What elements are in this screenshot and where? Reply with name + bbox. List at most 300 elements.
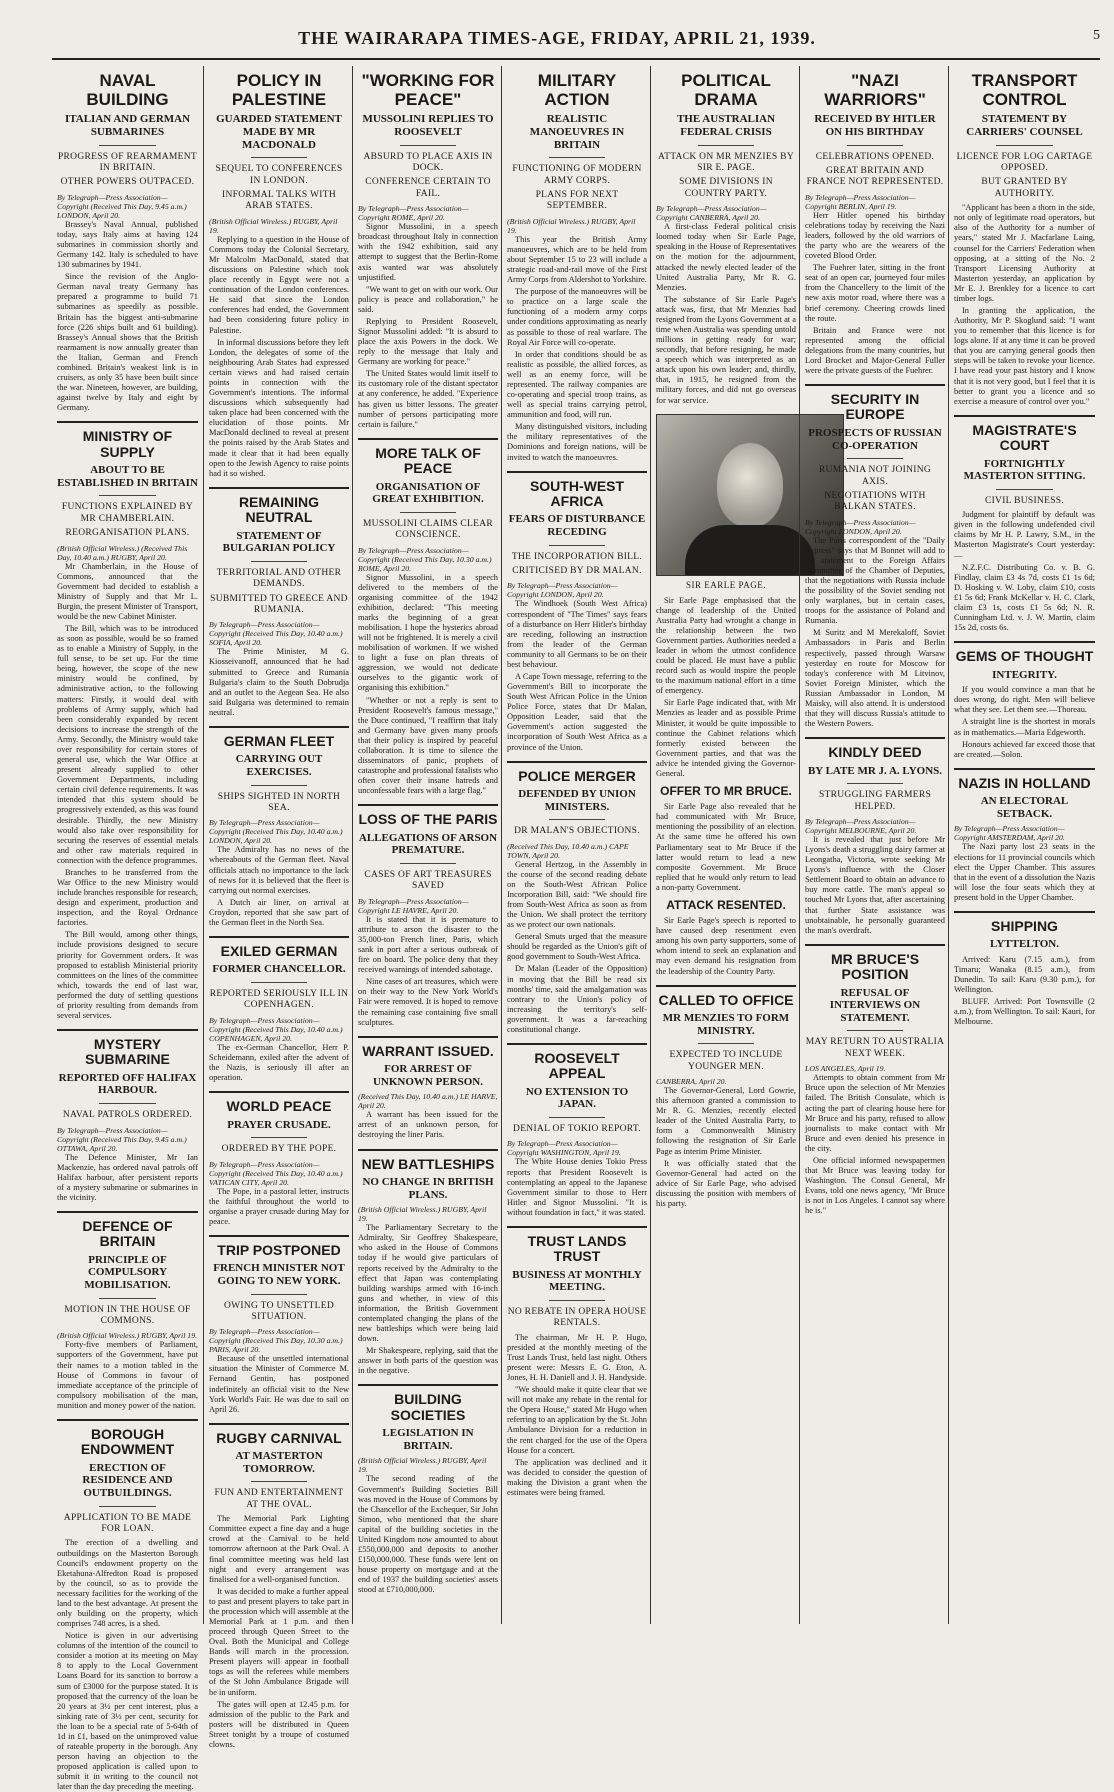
article-divider <box>507 1226 647 1228</box>
article-paragraph: The Nazi party lost 23 seats in the elections for 11 provincial councils which elect the Upper Chamber. This assures that in the event of a dissolution the Nazis will lose the four seats which they at present hold in the Upper Chamber. <box>954 842 1095 902</box>
article-paragraph: Arrived: Karu (7.15 a.m.), from Timaru; Wanaka (8.15 a.m.), from Dunedin. To sail: Karu (9.30 p.m.), for Wellington. <box>954 954 1095 995</box>
heading-rule <box>400 512 456 513</box>
article-paragraph: It was decided to make a further appeal to past and present players to take part in the procession which will assemble at the Memorial Park at 1 p.m. and then proceed through Queen Street to the Oval. Both the Municipal and College Bands will march in the procession. Present players will appear in football togs as will the referees while members of the St John Ambulance Brigade will be in uniform. <box>209 1586 349 1697</box>
article-deck: FUN AND ENTERTAINMENT AT THE OVAL. <box>214 1488 344 1510</box>
heading-rule <box>698 1043 754 1044</box>
article-headline: OFFER TO MR BRUCE. <box>660 784 792 799</box>
article-deck: NEGOTIATIONS WITH BALKAN STATES. <box>824 490 926 513</box>
article-divider <box>358 1384 498 1386</box>
article-paragraph: The Prime Minister, M G. Kiosseivanoff, announced that he had submitted to Greece and Rumania Bulgaria's claim to the South Dobrudja and an outlet to the Aegean Sea. He also said Bulgaria was determined to remain neutral. <box>209 647 349 717</box>
article-divider <box>209 1235 349 1237</box>
article-paragraph: Signor Mussolini, in a speech broadcast throughout Italy in connection with the 1942 exhibition, said any attempt to suggest that the Berlin-Rome axis wanted war was absolutely unjustified. <box>358 222 498 282</box>
article-subheading: REPORTED OFF HALIFAX HARBOUR. <box>58 1071 197 1097</box>
article-body <box>57 1153 198 1203</box>
article-deck: SHIPS SIGHTED IN NORTH SEA. <box>217 791 341 813</box>
article-subheading: ABOUT TO BE ESTABLISHED IN BRITAIN <box>57 464 198 489</box>
article-deck: INFORMAL TALKS WITH ARAB STATES. <box>221 190 336 212</box>
article-subheading: ITALIAN AND GERMAN SUBMARINES <box>64 113 191 139</box>
column-4 <box>501 66 652 1624</box>
article-body <box>209 647 349 718</box>
portrait-coat <box>685 525 815 575</box>
article-subheading: FEARS OF DISTURBANCE RECEDING <box>508 513 646 538</box>
article-deck: CELEBRATIONS OPENED. <box>815 151 935 162</box>
article-paragraph: Mr Shakespeare, replying, said that the answer in both parts of the question was in the negative. <box>358 1346 498 1376</box>
heading-rule <box>400 145 456 146</box>
article-divider <box>954 415 1095 417</box>
article-paragraph: The United States would limit itself to its customary role of the distant spectator at any conference, he added. "Experience has given us bitter lessons. The greater number of persons participating more certain is failure." <box>358 369 498 429</box>
article-deck: EXPECTED TO INCLUDE YOUNGER MEN. <box>669 1050 783 1072</box>
article-divider <box>358 1036 498 1038</box>
heading-rule <box>996 145 1052 146</box>
article-subheading: REFUSAL OF INTERVIEWS ON STATEMENT. <box>829 986 921 1024</box>
article-headline: TRANSPORT CONTROL <box>971 71 1078 109</box>
article-headline: GERMAN FLEET <box>223 732 335 749</box>
article-dateline: By Telegraph—Press Association—Copyright (Received This Day, 10.40 a.m.) COPENHAGEN, April 20. <box>209 1015 343 1043</box>
article-body <box>954 685 1095 760</box>
article-deck: CASES OF ART TREASURES SAVED <box>364 870 492 892</box>
article-paragraph: The ex-German Chancellor, Herr P. Scheidemann, exiled after the advent of the Nazis, is seriously ill after an operation. <box>209 1042 349 1083</box>
article-paragraph: "We should make it quite clear that we will not make any rebate in the rental for the Opera House," stated Mr Hugo when referring to an application by the St. John Ambulance Division for a reduction in the rent charged for the use of the Opera House for a concert. <box>507 1385 647 1455</box>
article-deck: SEQUEL TO CONFERENCES IN LONDON. <box>215 164 343 186</box>
article-paragraph: "We want to get on with our work. Our policy is peace and collaboration," he said. <box>358 284 498 314</box>
article-divider <box>954 641 1095 643</box>
article-paragraph: The Parliamentary Secretary to the Admiralty, Sir Geoffrey Shakespeare, who asked in the House of Commons today if he would give particulars of reports received by the Admiralty to the effect that Japan was contemplating building warships armed with 16-inch guns and whether, in view of this information, the British Government contemplated changing the plans of the new battleships which were being laid down. <box>358 1223 498 1344</box>
article-deck: NAVAL PATROLS ORDERED. <box>62 1110 193 1121</box>
article-paragraph: M Suritz and M Merekaloff, Soviet Ambassadors in Paris and Berlin respectively, passed through Warsaw yesterday en route for Moscow for today's conference with M Litvinov, Soviet Foreign Minister, which the Russian Ambassador in London, M Maisky, will also attend. It is understood that they will discuss Russia's attitude to the Western Powers. <box>805 628 945 729</box>
article-divider <box>358 804 498 806</box>
article-divider <box>209 936 349 938</box>
article-dateline: By Telegraph—Press Association—Copyright LE HAVRE, April 20. <box>358 896 469 915</box>
heading-rule <box>99 1103 155 1104</box>
article-divider <box>57 1419 198 1421</box>
article-deck: REPORTED SERIOUSLY ILL IN COPENHAGEN. <box>209 989 349 1011</box>
heading-rule <box>847 145 903 146</box>
article-deck: PROGRESS OF REARMAMENT IN BRITAIN. <box>57 151 198 174</box>
article-subheading: MUSSOLINI REPLIES TO ROOSEVELT <box>362 113 494 139</box>
article-paragraph: It is revealed that just before Mr Lyons's death a struggling dairy farmer at Leongatha, Victoria, wrote seeking Mr Lyons's influence with the Closer Settlement Board to obtain an advance to buy more cattle. The man's appeal so touched Mr Lyons that, after ascertaining that further State assistance was unobtainable, he personally guaranteed the man's overdraft. <box>805 835 945 935</box>
article-subheading: ALLEGATIONS OF ARSON PREMATURE. <box>358 831 498 857</box>
article-headline: TRIP POSTPONED <box>217 1241 341 1258</box>
article-dateline: By Telegraph—Press Association—Copyright BERLIN, April 19. <box>805 192 916 211</box>
article-body <box>57 1538 198 1792</box>
article-subheading: FOR ARREST OF UNKNOWN PERSON. <box>372 1063 483 1088</box>
article-body <box>209 235 349 479</box>
article-body <box>656 802 796 893</box>
article-paragraph: Britain and France were not represented among the official delegations from the many countries, but Lord Brocket and Major-General Fuller were the private guests of the Fuehrer. <box>805 325 945 375</box>
heading-rule <box>847 458 903 459</box>
article-body <box>57 562 198 1022</box>
article-paragraph: Sir Earle Page emphasised that the change of leadership of the United Australia Party had wrought a change in the relationship between the two Government parties. Authorities needed a leader in whom the utmost confidence could be placed. He must have a public record such as would inspire the people to the maximum national effort in a time of emergency. <box>656 595 796 696</box>
article-dateline: CANBERRA, April 20. <box>656 1077 727 1087</box>
article-paragraph: Many distinguished visitors, including the military representatives of the Dominions and foreign nations, will be invited to watch the manoeuvres. <box>507 422 647 462</box>
article-dateline: By Telegraph—Press Association—Copyright (Received This Day, 9.45 a.m.) OTTAWA, April 20. <box>57 1125 187 1153</box>
article-subheading: REALISTIC MANOEUVRES IN BRITAIN <box>529 113 625 151</box>
heading-rule <box>549 157 605 158</box>
article-subheading: THE AUSTRALIAN FEDERAL CRISIS <box>676 113 776 139</box>
heading-rule <box>251 157 307 158</box>
heading-rule <box>251 1294 307 1295</box>
article-body <box>805 835 945 936</box>
article-paragraph: Honours achieved far exceed those that are created.—Solon. <box>954 739 1095 759</box>
heading-rule <box>251 561 307 562</box>
article-deck: OWING TO UNSETTLED SITUATION. <box>223 1300 335 1322</box>
article-subheading: PRINCIPLE OF COMPULSORY MOBILISATION. <box>84 1253 171 1291</box>
article-divider <box>805 944 945 946</box>
article-paragraph: General Hertzog, in the Assembly in the course of the second reading debate on the South-West African Police Incorporation Bill, said: "We should fire from South-West Africa as soon as from the Union. We shall protect the territory as we protect our own nationals. <box>507 859 647 930</box>
article-body <box>358 1474 498 1595</box>
heading-rule <box>251 1137 307 1138</box>
article-paragraph: Branches to be transferred from the War Office to the new Ministry would include branches responsible for research, design and experiment, production and inspection, and the Royal Ordnance factories. <box>57 867 198 928</box>
heading-rule <box>698 145 754 146</box>
article-paragraph: "Applicant has been a thorn in the side, not only of legitimate road operators, but also of the Authority for a number of years," stated Mr J. Macfarlane Laing, counsel for the Carriers' Federation when opposing, at a sitting of the No. 2 Transport Licensing Authority at Masterton yesterday, an application by Mr E. J. Brenkley for a licence to cart timber logs. <box>954 203 1095 303</box>
article-paragraph: It is stated that it is premature to attribute to arson the disaster to the 35,000-ton French liner, Paris, which sank in port after a serious outbreak of fire on board. The police deny that they received warnings of intended sabotage. <box>358 914 498 975</box>
article-paragraph: One official informed newspapermen that Mr Bruce was leaving today for Washington. The Consul General, Mr Evans, told one news agency, "Mr Bruce is not in Los Angeles. I cannot say where he is." <box>805 1155 945 1216</box>
article-headline: RUGBY CARNIVAL <box>216 1429 342 1446</box>
article-body <box>358 1223 498 1376</box>
heading-rule <box>99 145 155 146</box>
article-headline: POLICE MERGER <box>518 767 636 784</box>
article-paragraph: The Fuehrer later, sitting in the front seat of an open car, journeyed four miles from the Chancellery to the limit of the new axis motor road, where there was a brief ceremony. Cheering crowds lined the route. <box>805 263 945 323</box>
article-dateline: (British Official Wireless.) RUGBY, April 19. <box>57 1331 198 1341</box>
article-headline: ROOSEVELT APPEAL <box>534 1049 620 1082</box>
article-headline: MORE TALK OF PEACE <box>375 444 481 477</box>
article-deck: TERRITORIAL AND OTHER DEMANDS. <box>216 567 342 590</box>
article-headline: NAVAL BUILDING <box>86 71 169 109</box>
article-divider <box>507 1043 647 1045</box>
article-headline: EXILED GERMAN <box>220 942 338 959</box>
article-deck: DENIAL OF TOKIO REPORT. <box>513 1124 641 1135</box>
article-deck: LICENCE FOR LOG CARTAGE OPPOSED. <box>956 151 1093 174</box>
article-divider <box>57 421 198 423</box>
column-5 <box>650 66 801 1624</box>
article-dateline: By Telegraph—Press Association—Copyright ROME, April 20. <box>358 204 469 223</box>
article-headline: "NAZI WARRIORS" <box>824 71 926 109</box>
article-paragraph: A straight line is the shortest in morals as in mathematics.—Maria Edgeworth. <box>954 717 1095 737</box>
article-body <box>209 1187 349 1227</box>
article-paragraph: The Windhoek (South West Africa) correspondent of "The Times" says fears of a disturbance on Herr Hitler's birthday are receding, following an instruction from the leader of the German community to all Germans to be on their best behaviour. <box>507 599 647 669</box>
article-deck: SOME DIVISIONS IN COUNTRY PARTY. <box>679 177 773 199</box>
article-headline: MILITARY ACTION <box>537 71 617 109</box>
article-deck: FUNCTIONS EXPLAINED BY MR CHAMBERLAIN. <box>61 502 194 524</box>
article-subheading: ORGANISATION OF GREAT EXHIBITION. <box>372 480 484 506</box>
article-headline: CALLED TO OFFICE <box>658 991 794 1008</box>
article-deck: SUBMITTED TO GREECE AND RUMANIA. <box>210 593 348 615</box>
heading-rule <box>549 1117 605 1118</box>
article-headline: NEW BATTLESHIPS <box>361 1155 495 1172</box>
article-body <box>57 1340 198 1411</box>
article-body <box>507 860 647 1035</box>
article-dateline: (British Official Wireless.) (Received This Day, 10.40 a.m.) RUGBY, April 20. <box>57 543 188 562</box>
article-deck: CONFERENCE CERTAIN TO FAIL. <box>365 177 491 199</box>
article-headline: SOUTH-WEST AFRICA <box>529 477 625 509</box>
article-paragraph: Attempts to obtain comment from Mr Bruce upon the selection of Mr Menzies failed. The British Consulate, which is acting the part of clearing house here for Mr Bruce and his party, refused to allow journalists to make contact with Mr Bruce and even denied his presence in the city. <box>805 1073 945 1153</box>
article-subheading: LEGISLATION IN BRITAIN. <box>382 1427 474 1452</box>
article-headline: TRUST LANDS TRUST <box>527 1232 627 1265</box>
page-number: 5 <box>1093 28 1100 43</box>
article-deck: DR MALAN'S OBJECTIONS. <box>514 826 640 837</box>
article-body <box>507 235 647 463</box>
article-headline: "WORKING FOR PEACE" <box>361 71 495 109</box>
column-2 <box>203 66 354 1749</box>
article-headline: POLICY IN PALESTINE <box>231 71 327 109</box>
article-subheading: ERECTION OF RESIDENCE AND OUTBUILDINGS. <box>82 1461 173 1499</box>
article-paragraph: Replying to President Roosevelt, Signor Mussolini added: "It is absurd to place the axis Powers in the dock. We reply to the message that Italy and Germany are working for peace." <box>358 316 498 367</box>
article-paragraph: The Memorial Park Lighting Committee expect a fine day and a huge crowd at the Carnival to be held tomorrow afternoon at the Park Oval. A final committee meeting was held last night and every arrangement was finalised for a well-organised function. <box>209 1514 349 1584</box>
article-deck: OTHER POWERS OUTPACED. <box>60 177 195 188</box>
article-deck: CIVIL BUSINESS. <box>984 495 1065 506</box>
article-dateline: By Telegraph—Press Association—Copyright WASHINGTON, April 19. <box>507 1139 621 1158</box>
article-paragraph: General Smuts urged that the measure should be regarded as the Union's gift of good government to South-West Africa. <box>507 932 647 962</box>
article-paragraph: Mr Chamberlain, in the House of Commons, announced that the Government had decided to establish a Ministry of Supply and that Mr L. Burgin, the present Minister of Transport, would be the new Cabinet Minister. <box>57 561 198 621</box>
article-subheading: MR MENZIES TO FORM MINISTRY. <box>662 1011 790 1037</box>
article-body <box>358 222 498 430</box>
article-paragraph: It was officially stated that the Governor-General had acted on the advice of Sir Earle Page, who advised discussing the position with members of his party. <box>656 1158 796 1208</box>
article-dateline: By Telegraph—Press Association—Copyright LONDON, April 20. <box>507 581 618 600</box>
article-body <box>805 1073 945 1216</box>
article-paragraph: The Paris correspondent of the "Daily Express" says that M Bonnet will add to his statement to the Foreign Affairs Committee of the Chamber of Deputies, that the negotiations with Russia include the possibility of the Soviet sending not only warplanes, but in certain cases, troops for the assistance of Poland and Rumania. <box>805 535 945 626</box>
column-3 <box>352 66 503 1624</box>
article-paragraph: A warrant has been issued for the arrest of an unknown person, for destroying the liner Paris. <box>358 1110 498 1140</box>
article-headline: DEFENCE OF BRITAIN <box>82 1217 173 1250</box>
article-dateline: By Telegraph—Press Association—Copyright MELBOURNE, April 20. <box>805 817 917 835</box>
heading-rule <box>996 489 1052 490</box>
article-headline: WARRANT ISSUED. <box>362 1042 494 1059</box>
article-body <box>656 1086 796 1209</box>
article-dateline: (Received This Day, 10.40 a.m.) CAPE TOWN, April 20. <box>507 841 629 860</box>
article-paragraph: Judgment for plaintiff by default was given in the following undefended civil claims by Mr H. P. Lawry, S.M., in the Masterton Magistrate's Court yesterday:— <box>954 510 1095 560</box>
article-body <box>507 1157 647 1217</box>
heading-rule <box>251 1481 307 1482</box>
article-headline: POLITICAL DRAMA <box>681 71 771 109</box>
article-paragraph: In order that conditions should be as realistic as possible, the allied forces, as well as an enemy force, will be represented. The railway companies are co-operating and special troop trains, as well as special trains carrying petrol, ammunition and food, will run. <box>507 349 647 420</box>
article-paragraph: BLUFF. Arrived: Port Townsville (2 a.m.), from Wellington. To sail: Kauri, for Melbourne. <box>954 997 1095 1027</box>
article-paragraph: The purpose of the manoeuvres will be to practice on a large scale the functioning of a modern army corps under conditions approximating as nearly as possible to those of real warfare. The Royal Air Force will co-operate. <box>507 287 647 347</box>
article-body <box>358 1110 498 1140</box>
article-divider <box>57 1211 198 1213</box>
heading-rule <box>99 495 155 496</box>
article-paragraph: In informal discussions before they left London, the delegates of some of the neighbouring Arab States had expressed certain views and had raised certain points in connection with the Government's intentions. The informal discussions which subsequently had taken place had been concerned with the elucidation of those points. Mr MacDonald declined to reveal at present the points raised by the Arab States and made it clear that it had been equally open to the Jewish Agency to raise points had it so wished. <box>209 337 349 478</box>
article-deck: STRUGGLING FARMERS HELPED. <box>818 790 932 812</box>
article-paragraph: Sir Earle Page indicated that, with Mr Menzies as leader and as possible Prime Minister, it would be quite impossible to continue the Cabinet relations which formerly existed between the Government parties, and that was the advice he intended giving the Governor-General. <box>656 698 796 778</box>
article-paragraph: Herr Hitler opened his birthday celebrations today by receiving the Nazi leaders, followed by the old warriors of the party who are the wearers of the coveted Blood Order. <box>805 210 945 261</box>
article-paragraph: The Pope, in a pastoral letter, instructs the faithful throughout the world to organise a prayer crusade during May for peace. <box>209 1186 349 1226</box>
article-paragraph: The Defence Minister, Mr Ian Mackenzie, has ordered naval patrols off Halifax harbour, after persistent reports of a mystery submarine or submarines in the vicinity. <box>57 1152 198 1202</box>
article-subheading: FORMER CHANCELLOR. <box>212 963 346 976</box>
article-divider <box>954 768 1095 770</box>
article-headline: MINISTRY OF SUPPLY <box>82 428 173 460</box>
article-paragraph: Dr Malan (Leader of the Opposition) in moving that the Bill be read six months' time, said the amalgamation was contrary to the Union's policy of increasing the territory's self-government. It was a far-reaching constitutional change. <box>507 964 647 1034</box>
article-paragraph: The substance of Sir Earle Page's attack was, first, that Mr Menzies had resigned from the Lyons Government at a time when Australia was spending untold millions in getting ready for war; secondly, that before resigning, he made a speech which was interpreted as an attack upon his own leader; and, thirdly, that, in 1915, he resigned from the military forces, and did not go overseas for war service. <box>656 294 796 405</box>
article-paragraph: The erection of a dwelling and outbuildings on the Masterton Borough Council's endowment property on the Eketahuna-Alfredton Road is proposed by the council, so as to provide the necessary facilities for the working of the land to the best advantage. At present the only building on the property, which comprises 748 acres, is a shed. <box>57 1538 198 1629</box>
article-subheading: STATEMENT BY CARRIERS' COUNSEL <box>966 113 1083 139</box>
article-deck: REORGANISATION PLANS. <box>65 528 190 539</box>
article-subheading: BY LATE MR J. A. LYONS. <box>807 764 943 777</box>
article-paragraph: In granting the application, the Authority, Mr P. Skoglund said: "I want you to remember that this licence is for logs alone. If at any time it can be proved that you are carrying general goods then steps will be taken to revoke your licence. I have read your past history and I know that it is not very good, but I feel that it is better to grant you a licence and so exercise a measure of control over you." <box>954 306 1095 406</box>
article-paragraph: The White House denies Tokio Press reports that President Roosevelt is contemplating an appeal to the Japanese Government similar to those to Herr Hitler and Signor Mussolini. "It is without foundation in fact," it was stated. <box>507 1157 647 1217</box>
article-body <box>358 915 498 1028</box>
article-headline: NAZIS IN HOLLAND <box>958 774 1091 791</box>
heading-rule <box>251 785 307 786</box>
article-dateline: (British Official Wireless.) RUGBY, April 19. <box>358 1456 487 1475</box>
article-deck: CRITICISED BY DR MALAN. <box>512 566 642 577</box>
article-paragraph: Nine cases of art treasures, which were on their way to the New York World's Fair were removed. It is hoped to remove the remaining case containing five small sculptures. <box>358 977 498 1027</box>
article-dateline: (Received This Day, 10.40 a.m.) LE HARVE, April 20. <box>358 1092 498 1111</box>
article-subheading: INTEGRITY. <box>992 668 1057 681</box>
article-divider <box>507 471 647 473</box>
article-headline: REMAINING NEUTRAL <box>238 493 320 526</box>
article-dateline: By Telegraph—Press Association—Copyright CANBERRA, April 20. <box>656 204 767 223</box>
heading-rule <box>549 1300 605 1301</box>
article-divider <box>507 761 647 763</box>
article-body <box>656 222 796 405</box>
article-paragraph: A Dutch air liner, on arrival at Croydon, reported that she saw part of the German fleet in the North Sea. <box>209 897 349 927</box>
article-dateline: By Telegraph—Press Association—Copyright (Received This Day, 10.40 a.m.) SOFIA, April 20. <box>209 620 343 648</box>
article-dateline: By Telegraph—Press Association—Copyright (Received This Day, 10.30 a.m.) ROME, April 20. <box>358 545 492 573</box>
article-paragraph: Sir Earle Page's speech is reported to have caused deep resentment even among his own party supporters, some of whom intend to seek an explanation and may even demand his resignation from the leadership of the Country Party. <box>656 916 796 976</box>
article-divider <box>57 1029 198 1031</box>
article-deck: MAY RETURN TO AUSTRALIA NEXT WEEK. <box>805 1037 945 1059</box>
article-body <box>507 1333 647 1498</box>
article-divider <box>358 1149 498 1151</box>
article-dateline: (British Official Wireless.) RUGBY, April 19. <box>507 216 636 235</box>
article-deck: MOTION IN THE HOUSE OF COMMONS. <box>64 1304 191 1326</box>
article-divider <box>209 1091 349 1093</box>
article-body <box>209 845 349 928</box>
article-subheading: DEFENDED BY UNION MINISTERS. <box>518 787 636 813</box>
article-subheading: AN ELECTORAL SETBACK. <box>980 795 1069 820</box>
heading-rule <box>847 1030 903 1031</box>
article-deck: APPLICATION TO BE MADE FOR LOAN. <box>63 1512 192 1535</box>
article-subheading: RECEIVED BY HITLER ON HIS BIRTHDAY <box>814 113 936 139</box>
heading-rule <box>99 1298 155 1299</box>
article-subheading: FORTNIGHTLY MASTERTON SITTING. <box>963 457 1086 483</box>
article-paragraph: N.Z.F.C. Distributing Co. v. B. G. Findlay, claim £3 4s 7d, costs £1 1s 6d; D. Hosking v. W. Loby, claim £10, costs £1 5s 6d; Frank McKellar v. H. C. Clark, claim £3 1s, costs £1 5s 6d; N. R. Cunningham Ltd. v. J. W. Martin, claim 15s 2d, costs 6s. <box>954 562 1095 633</box>
heading-rule <box>847 783 903 784</box>
article-headline: MYSTERY SUBMARINE <box>85 1036 170 1068</box>
article-paragraph: The Bill, which was to be introduced as soon as possible, would be so framed as to enable a Ministry of Supply, in the full sense, to be set up. For the time being, however, the scope of the new ministry would be confined, by administrative action, to the following matters: Firstly, it would deal with problems of Army supply, which had been considerably expanded by recent decisions to increase the strength of the Army. Secondly, the Ministry would take over responsibility for certain stores of general use, which the War Office at present already supplied to other Government Departments, including certain civil defence requirements. It was intended that this system should be progressively extended, as this was found desirable. Thirdly, the new Ministry would also take over responsibility for securing the reserves of essential metals and other raw materials required in connection with the defence programmes. <box>57 624 198 865</box>
article-dateline: (British Official Wireless.) RUGBY, April 19. <box>358 1205 487 1224</box>
article-headline: WORLD PEACE <box>226 1098 332 1115</box>
heading-rule <box>400 863 456 864</box>
article-deck: MUSSOLINI CLAIMS CLEAR CONSCIENCE. <box>362 518 494 541</box>
heading-rule <box>99 1506 155 1507</box>
article-headline: BUILDING SOCIETIES <box>390 1391 466 1423</box>
article-paragraph: The chairman, Mr H. P. Hugo, presided at the monthly meeting of the Trust Lands Trust, held last night. Others present were: Messrs E. G. Eton, A. Jones, H. H. Daniell and J. H. Handyside. <box>507 1332 647 1383</box>
article-deck: PLANS FOR NEXT SEPTEMBER. <box>535 190 619 212</box>
article-headline: LOSS OF THE PARIS <box>358 811 498 828</box>
article-divider <box>954 911 1095 913</box>
article-headline: ATTACK RESENTED. <box>666 897 786 912</box>
article-paragraph: Brassey's Naval Annual, published today, says Italy aims at having 124 submarines in commission shortly and Germany 142. Italy is scheduled to have 130 submarines by 1941. <box>57 219 198 270</box>
article-body <box>209 1354 349 1414</box>
article-divider <box>805 384 945 386</box>
article-divider <box>209 487 349 489</box>
article-body <box>954 842 1095 902</box>
column-6 <box>799 66 950 1624</box>
article-subheading: AT MASTERTON TOMORROW. <box>235 1450 323 1475</box>
article-paragraph: Signor Mussolini, in a speech delivered to the members of the organising committee of the 1942 exhibition, declared: "This meeting marks the beginning of a great mobilisation. I hope the hysterics abroad will not be frightened. It is merely a civil mobilisation of workmen. If we wished to light a fuse on plan threats of aggression, we would not dedicate ourselves to the gigantic work of organising this exhibition." <box>358 572 498 693</box>
article-paragraph: The second reading of the Government's Building Societies Bill was moved in the House of Commons by the Chancellor of the Exchequer, Sir John Simon, who mentioned that the share capital of the building societies in the United Kingdom now amounted to about £550,000,000 and deposits to another £150,000,000. These funds were lent on house property on mortgage and at the end of 1937 the building societies' assets stood at £710,000,000. <box>358 1474 498 1595</box>
article-paragraph: Forty-five members of Parliament, supporters of the Government, have put their names to a motion tabled in the House of Commons in favour of immediate acceptance of the principle of compulsory mobilisation of the man, munition and money power of the nation. <box>57 1340 198 1410</box>
column-1 <box>52 66 203 1792</box>
article-paragraph: Notice is given in our advertising columns of the intention of the council to consider a motion at its meeting on May 8 to apply to the Local Government Loans Board for its sanction to borrow a sum of £3000 for the purpose stated. It is proposed that the currency of the loan be 20 years at 3½ per cent interest, plus a sinking rate of 3½ per cent, security for the loan to be a special rate of 5-64th of 1d in £1, based on the unimproved value of rateable property in the borough. Any person having an objection to the proposed application is called upon to submit it in writing to the council not later than the day preceding the meeting. <box>57 1631 198 1792</box>
article-deck: ORDERED BY THE POPE. <box>221 1144 337 1155</box>
article-paragraph: The gates will open at 12.45 p.m. for admission of the public to the Park and posters will be distributed in Queen Street tonight by a troupe of costumed clowns. <box>209 1699 349 1749</box>
article-deck: NO REBATE IN OPERA HOUSE RENTALS. <box>507 1306 647 1329</box>
article-paragraph: A Cape Town message, referring to the Government's Bill to incorporate the South West African Police in the Union Police Force, states that Dr Malan, Opposition Leader, said that the Government's action suggested the incorporation of South West Africa as a province of the Union. <box>507 671 647 752</box>
article-divider <box>656 985 796 987</box>
article-paragraph: If you would convince a man that he does wrong, do right. Men will believe what they see. Let them see.—Thoreau. <box>954 685 1095 715</box>
article-deck: RUMANIA NOT JOINING AXIS. <box>818 465 932 487</box>
article-deck: ABSURD TO PLACE AXIS IN DOCK. <box>363 151 493 174</box>
article-deck: THE INCORPORATION BILL. <box>511 551 643 562</box>
article-dateline: (British Official Wireless.) RUGBY, April 19. <box>209 216 338 235</box>
article-dateline: By Telegraph—Press Association—Copyright (Received This Day, 10.40 a.m.) LONDON, April 20. <box>209 818 343 846</box>
article-headline: KINDLY DEED <box>828 744 922 761</box>
article-body <box>656 596 796 779</box>
article-subheading: NO EXTENSION TO JAPAN. <box>525 1085 629 1111</box>
article-headline: GEMS OF THOUGHT <box>955 648 1094 665</box>
article-divider <box>209 726 349 728</box>
article-subheading: BUSINESS AT MONTHLY MEETING. <box>512 1268 642 1294</box>
article-body <box>656 916 796 976</box>
article-divider <box>805 737 945 739</box>
article-paragraph: Because of the unsettled international situation the Minister of Commerce M. Fernand Gentin, has postponed indefinitely an official visit to the New York World's Fair. He was due to sail on April 26. <box>209 1354 349 1414</box>
article-deck: FUNCTIONING OF MODERN ARMY CORPS. <box>512 164 642 186</box>
heading-rule <box>251 982 307 983</box>
article-subheading: GUARDED STATEMENT MADE BY MR MACDONALD <box>216 113 342 151</box>
article-body <box>805 211 945 376</box>
article-subheading: PRAYER CRUSADE. <box>227 1118 331 1131</box>
article-paragraph: Sir Earle Page also revealed that he had communicated with Mr Bruce, mentioning the possibility of an election. At the same time he offered his own Parliamentary seat to Mr Bruce if the latter would return to lead a new composite Government. Mr Bruce replied that he would only return to lead a non-party Government. <box>656 802 796 892</box>
article-subheading: PROSPECTS OF RUSSIAN CO-OPERATION <box>808 426 942 452</box>
article-paragraph: The Governor-General, Lord Gowrie, this afternoon granted a commission to Mr R. G. Menzies, recently elected leader of the United Australia Party, to form a Commonwealth Ministry following the resignation of Sir Earle Page as interim Prime Minister. <box>656 1086 796 1156</box>
article-dateline: LOS ANGELES, April 19. <box>805 1064 886 1074</box>
article-subheading: CARRYING OUT EXERCISES. <box>235 753 323 778</box>
article-body <box>209 1514 349 1750</box>
article-subheading: LYTTELTON. <box>990 938 1059 951</box>
article-body <box>358 573 498 797</box>
heading-rule <box>549 545 605 546</box>
article-body <box>209 1043 349 1083</box>
article-paragraph: A first-class Federal political crisis loomed today when Sir Earle Page, speaking in the House of Representatives on the motion for the adjournment, attacked the newly elected leader of the United Australia Party, Mr R. G. Menzies. <box>656 222 796 292</box>
article-subheading: FRENCH MINISTER NOT GOING TO NEW YORK. <box>213 1262 345 1287</box>
article-dateline: By Telegraph—Press Association—Copyright AMSTERDAM, April 20. <box>954 824 1065 843</box>
article-dateline: By Telegraph—Press Association—Copyright (Received This Day, 9.45 a.m.) LONDON, April 20. <box>57 192 187 220</box>
article-subheading: STATEMENT OF BULGARIAN POLICY <box>222 529 336 555</box>
article-paragraph: Replying to a question in the House of Commons today the Colonial Secretary, Mr Malcolm MacDonald, stated that discussions on Palestine which took place recently in Egypt were not a continuation of the London conferences. He said that since the London conferences had ended, the Government had been considering future policy in Palestine. <box>209 234 349 335</box>
article-paragraph: "Whether or not a reply is sent to President Roosevelt's famous message," the Duce continued, "I reaffirm that Italy and Germany have given many proofs that their policy is inspired by peaceful collaboration. It is time to silence the disseminators of panic, prophets of catastrophe and professional fatalists who often cover their insane hatreds and unconfessable fears with a large flag." <box>358 695 499 796</box>
masthead-rule <box>52 58 1100 60</box>
article-body <box>507 599 647 752</box>
article-body <box>954 203 1095 407</box>
article-deck: ATTACK ON MR MENZIES BY SIR E. PAGE. <box>658 151 794 174</box>
article-body <box>954 955 1095 1028</box>
article-dateline: By Telegraph—Press Association—Copyright (Received This Day, 10.40 a.m.) VATICAN CITY, April 20. <box>209 1159 343 1187</box>
masthead: THE WAIRARAPA TIMES-AGE, FRIDAY, APRIL 21, 1939. <box>298 28 816 48</box>
article-dateline: By Telegraph—Press Association—Copyright (Received This Day, 10.30 a.m.) PARIS, April 20. <box>209 1327 343 1355</box>
article-headline: BOROUGH ENDOWMENT <box>80 1425 175 1458</box>
article-deck: BUT GRANTED BY AUTHORITY. <box>981 177 1068 199</box>
article-headline: MR BRUCE'S POSITION <box>830 950 920 983</box>
article-paragraph: Since the revision of the Anglo-German naval treaty Germany has prepared a programme to build 71 submarines as speedily as possible. Britain has the biggest anti-submarine force (226 ships built and 61 building). Brassey's Annual shows that the British rearmament is now annually greater than the Italian, German and French combined. Britain's weakest link is in cruisers, as only 35 have been built since the war. Nineteen, however, are building, against twelve by Italy and eight by Germany. <box>57 272 198 413</box>
article-paragraph: The Admiralty has no news of the whereabouts of the German fleet. Naval officials attach no importance to the lack of news for it is believed that the fleet is carrying out normal exercises. <box>209 845 349 895</box>
column-7 <box>948 66 1100 1624</box>
article-divider <box>358 438 498 440</box>
article-paragraph: This year the British Army manoeuvres, which are to be held from about September 15 to 23 will include a strategic road-and-rail move of the First Army Corps from Aldershot to Yorkshire. <box>507 234 647 285</box>
article-body <box>805 536 945 729</box>
photo-caption: SIR EARLE PAGE. <box>686 579 766 590</box>
